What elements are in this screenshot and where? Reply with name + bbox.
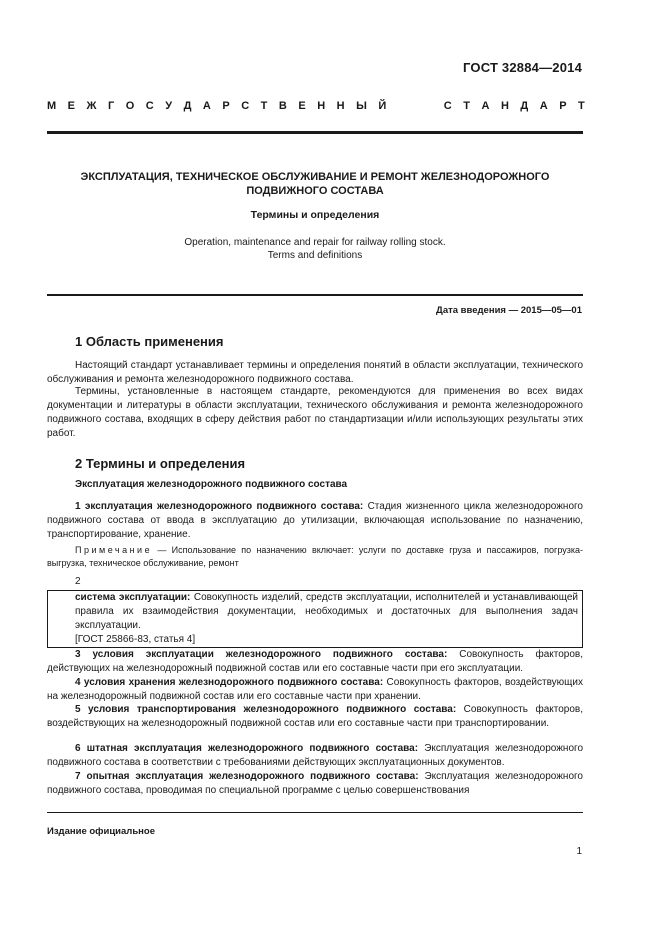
- term-5: [47, 703, 583, 731]
- interstate-letter: Е: [67, 100, 76, 112]
- interstate-letter: В: [278, 100, 287, 112]
- document-title: ЭКСПЛУАТАЦИЯ, ТЕХНИЧЕСКОЕ ОБСЛУЖИВАНИЕ И РЕМОНТ ЖЕЛЕЗНОДОРОЖНОГО ПОДВИЖНОГО СОСТАВА: [80, 171, 550, 197]
- interstate-letter: С: [443, 100, 452, 112]
- term-3: [47, 648, 583, 676]
- term-2-definition: Совокупность изделий, средств эксплуатации, исполнителей и устанавливающей правила их взаимодействия документации, необходимых и достаточных для выполнения задач эксплуатации.: [75, 592, 578, 631]
- term-7-definition: Эксплуатация железнодорожного подвижного состава, проводимая по специальной программе с целью совершенствования: [47, 771, 583, 796]
- section-2-subheading: Эксплуатация железнодорожного подвижного состава: [75, 479, 348, 490]
- title-rule: [47, 294, 583, 296]
- interstate-letter: Д: [183, 100, 192, 112]
- section-1-paragraph-2: Термины, установленные в настоящем стандарте, рекомендуются для применения во всех видах документации и литературы в области эксплуатации, технического обслуживания и ремонта железнодорожного подвижного состава, входящих в сферу действия работ по стандартизации и/или использующих результаты этих работ.: [47, 386, 583, 439]
- interstate-letter: Т: [463, 100, 470, 112]
- term-6-name: 6 штатная эксплуатация железнодорожного подвижного состава:: [75, 743, 419, 754]
- term-2-name: система эксплуатации:: [75, 592, 191, 603]
- section-1-paragraph-1: Настоящий стандарт устанавливает термины и определения понятий в области эксплуатации, технического обслуживания и ремонта железнодорожного подвижного состава.: [47, 360, 583, 385]
- interstate-letter: Й: [378, 100, 387, 112]
- interstate-letter: М: [47, 100, 57, 112]
- interstate-letter: Р: [559, 100, 567, 112]
- term-6: [47, 742, 583, 770]
- interstate-letter: Н: [500, 100, 509, 112]
- interstate-letter: Г: [107, 100, 115, 112]
- term-1: [47, 500, 583, 542]
- english-title: Operation, maintenance and repair for railway rolling stock. Terms and definitions: [184, 237, 446, 261]
- term-5-name: 5 условия транспортирования железнодорожного подвижного состава:: [75, 704, 457, 715]
- interstate-letter: Т: [260, 100, 268, 112]
- footer-rule: [47, 812, 583, 813]
- document-subtitle: Термины и определения: [250, 209, 380, 221]
- term-3-definition: Совокупность факторов, действующих на железнодорожный подвижной состав или его составные части при его эксплуатации.: [47, 649, 583, 674]
- interstate-standard-heading: [47, 100, 585, 112]
- note-text: — Использование по назначению включает: услуги по доставке груза и пассажиров, погрузка-выгрузка, техническое обслуживание, ремонт: [47, 545, 583, 568]
- term-6-definition: Эксплуатация железнодорожного подвижного состава в соответствии с требованиями действующих эксплуатационных документов.: [47, 743, 584, 768]
- interstate-letter: О: [125, 100, 135, 112]
- interstate-letter: А: [202, 100, 211, 112]
- note-label: Примечание: [75, 545, 153, 555]
- interstate-letter: А: [481, 100, 490, 112]
- term-4-name: 4 условия хранения железнодорожного подвижного состава:: [75, 677, 384, 688]
- introduction-date: Дата введения — 2015—05—01: [436, 305, 582, 316]
- interstate-letter: Р: [222, 100, 230, 112]
- interstate-letter: Е: [298, 100, 306, 112]
- interstate-letter: У: [165, 100, 173, 112]
- interstate-letter: Ы: [356, 100, 367, 112]
- term-7: [47, 770, 583, 798]
- term-4: [47, 676, 583, 704]
- term-1-note: [47, 544, 583, 570]
- interstate-letter: Ж: [86, 100, 97, 112]
- interstate-letter: С: [145, 100, 154, 112]
- interstate-letter: Н: [336, 100, 345, 112]
- official-edition-label: Издание официальное: [47, 826, 155, 837]
- document-number: ГОСТ 32884—2014: [463, 60, 582, 75]
- term-4-definition: Совокупность факторов, воздействующих на железнодорожный подвижной состав или его составные части при хранении.: [47, 677, 583, 702]
- term-7-name: 7 опытная эксплуатация железнодорожного подвижного состава:: [75, 771, 419, 782]
- term-2-box: [47, 590, 583, 648]
- term-2-reference: [ГОСТ 25866-83, статья 4]: [75, 634, 196, 645]
- interstate-letter: А: [539, 100, 548, 112]
- interstate-letter: Д: [520, 100, 529, 112]
- term-3-name: 3 условия эксплуатации железнодорожного подвижного состава:: [75, 649, 448, 660]
- term-5-definition: Совокупность факторов, воздействующих на железнодорожный подвижной состав или его составные части при транспортировании.: [47, 704, 583, 729]
- header-rule: [47, 131, 583, 134]
- section-2-heading: 2 Термины и определения: [75, 456, 246, 471]
- term-1-definition: Стадия жизненного цикла железнодорожного подвижного состава от ввода в эксплуатацию до утилизации, включающая использование по назначению, транспортирование, хранение.: [47, 501, 583, 540]
- term-2-number: 2: [75, 576, 81, 587]
- section-1-heading: 1 Область применения: [75, 334, 224, 349]
- interstate-letter: Н: [317, 100, 326, 112]
- page-number: 1: [576, 846, 582, 857]
- interstate-letter: С: [241, 100, 250, 112]
- interstate-letter: Т: [578, 100, 585, 112]
- term-1-name: 1 эксплуатация железнодорожного подвижного состава:: [75, 501, 364, 512]
